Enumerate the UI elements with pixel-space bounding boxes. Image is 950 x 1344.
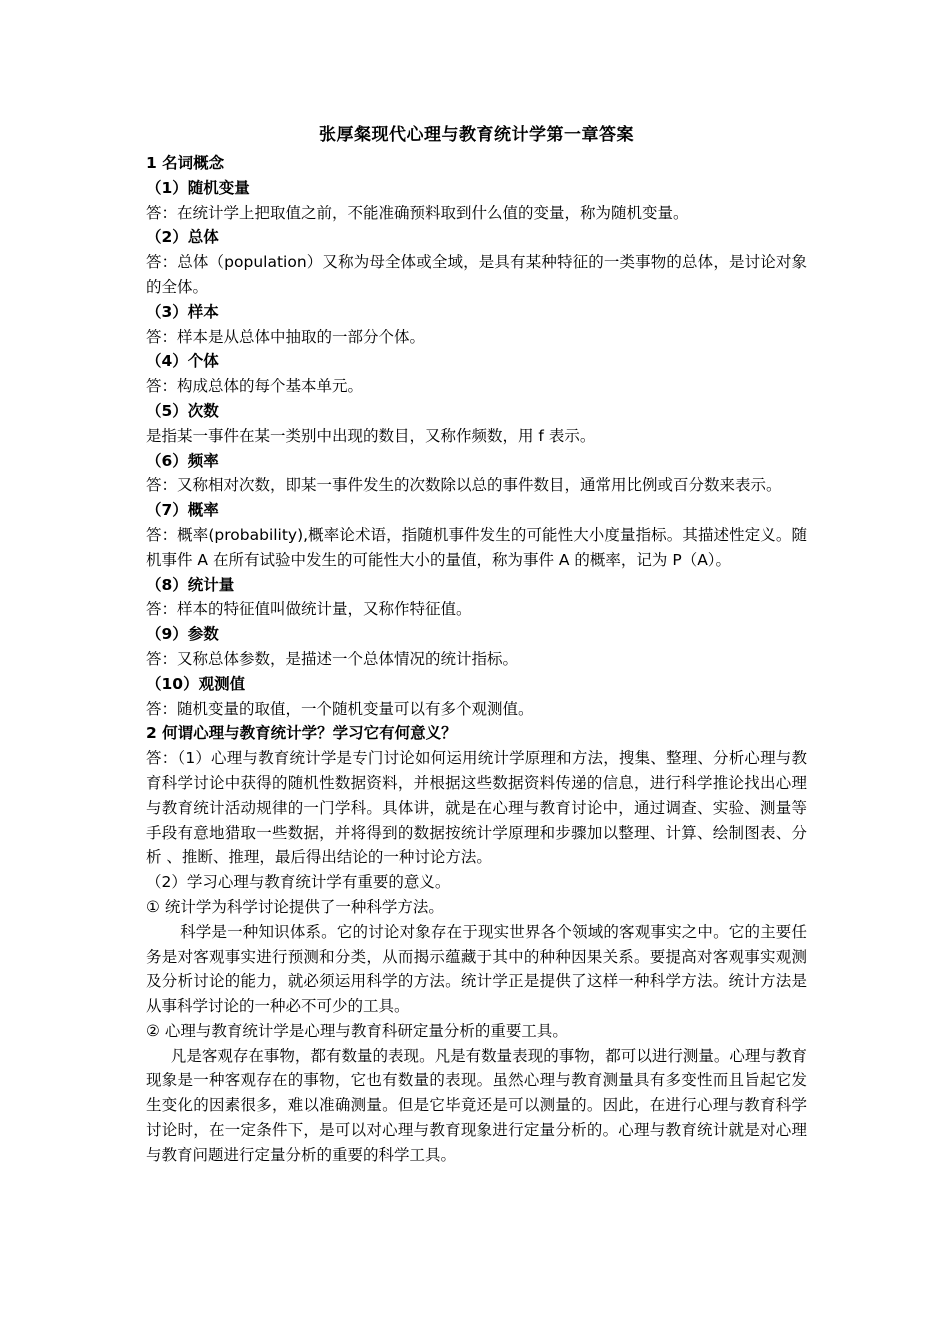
term-answer: 答：总体（population）又称为母全体或全域，是具有某种特征的一类事物的总体，是讨论对象的全体。 — [146, 253, 807, 296]
term-answer: 答：在统计学上把取值之前，不能准确预料取到什么值的变量，称为随机变量。 — [146, 203, 689, 222]
point2-title: ② 心理与教育统计学是心理与教育科研定量分析的重要工具。 — [146, 1021, 568, 1040]
term-heading: （6）频率 — [146, 451, 219, 470]
section2-answer-part2: （2）学习心理与教育统计学有重要的意义。 — [146, 873, 451, 892]
section2-answer-part1: 答：（1）心理与教育统计学是专门讨论如何运用统计学原理和方法，搜集、整理、分析心理与教育科学讨论中获得的随机性数据资料，并根据这些数据资料传递的信息，进行科学推论找出心理与教育统计活动规律的一门学科。具体讲，就是在心理与教育讨论中，通过调查、实验、测量等手段有意地猎取一些数据，并将得到的数据按统计学原理和步骤加以整理、计算、绘制图表、分析 、推断、推理，最后得出结论的一种讨论方法。 — [146, 749, 807, 867]
term-answer: 答：样本是从总体中抽取的一部分个体。 — [146, 327, 426, 346]
term-heading: （5）次数 — [146, 401, 219, 420]
term-heading: （2）总体 — [146, 228, 219, 247]
page-title: 张厚粲现代心理与教育统计学第一章答案 — [319, 125, 634, 145]
term-answer: 答：又称相对次数，即某一事件发生的次数除以总的事件数目，通常用比例或百分数来表示。 — [146, 476, 782, 495]
term-heading: （7）概率 — [146, 501, 219, 520]
term-heading: （1）随机变量 — [146, 178, 250, 197]
section1-heading: 1 名词概念 — [146, 154, 225, 172]
term-heading: （4）个体 — [146, 352, 219, 371]
point2-body: 凡是客观存在事物，都有数量的表现。凡是有数量表现的事物，都可以进行测量。心理与教育现象是一种客观存在的事物，它也有数量的表现。虽然心理与教育测量具有多变性而且旨起它发生变化的因素很多，难以准确测量。但是它毕竟还是可以测量的。因此，在进行心理与教育科学讨论时，在一定条件下，是可以对心理与教育现象进行定量分析的。心理与教育统计就是对心理与教育问题进行定量分析的重要的科学工具。 — [146, 1046, 807, 1164]
term-answer: 是指某一事件在某一类别中出现的数目，又称作频数，用 f 表示。 — [146, 426, 596, 445]
section2-heading: 2 何谓心理与教育统计学？学习它有何意义？ — [146, 724, 457, 743]
term-answer: 答：又称总体参数，是描述一个总体情况的统计指标。 — [146, 649, 519, 668]
point1-title: ① 统计学为科学讨论提供了一种科学方法。 — [146, 897, 444, 916]
term-heading: （10）观测值 — [146, 674, 246, 693]
term-heading: （3）样本 — [146, 302, 219, 321]
term-answer: 答：随机变量的取值，一个随机变量可以有多个观测值。 — [146, 699, 534, 718]
term-heading: （8）统计量 — [146, 575, 235, 594]
term-answer: 答：构成总体的每个基本单元。 — [146, 377, 364, 396]
term-answer: 答：样本的特征值叫做统计量，又称作特征值。 — [146, 600, 472, 619]
term-heading: （9）参数 — [146, 625, 219, 644]
point1-body: 科学是一种知识体系。它的讨论对象存在于现实世界各个领域的客观事实之中。它的主要任务是对客观事实进行预测和分类，从而揭示蕴藏于其中的种种因果关系。要提高对客观事实观测及分析讨论的能力，就必须运用科学的方法。统计学正是提供了这样一种科学方法。统计方法是从事科学讨论的一种必不可少的工具。 — [146, 922, 807, 1016]
term-answer: 答：概率(probability),概率论术语，指随机事件发生的可能性大小度量指标。其描述性定义。随机事件 A 在所有试验中发生的可能性大小的量值，称为事件 A 的概率，记为 P（A）。 — [146, 525, 807, 569]
